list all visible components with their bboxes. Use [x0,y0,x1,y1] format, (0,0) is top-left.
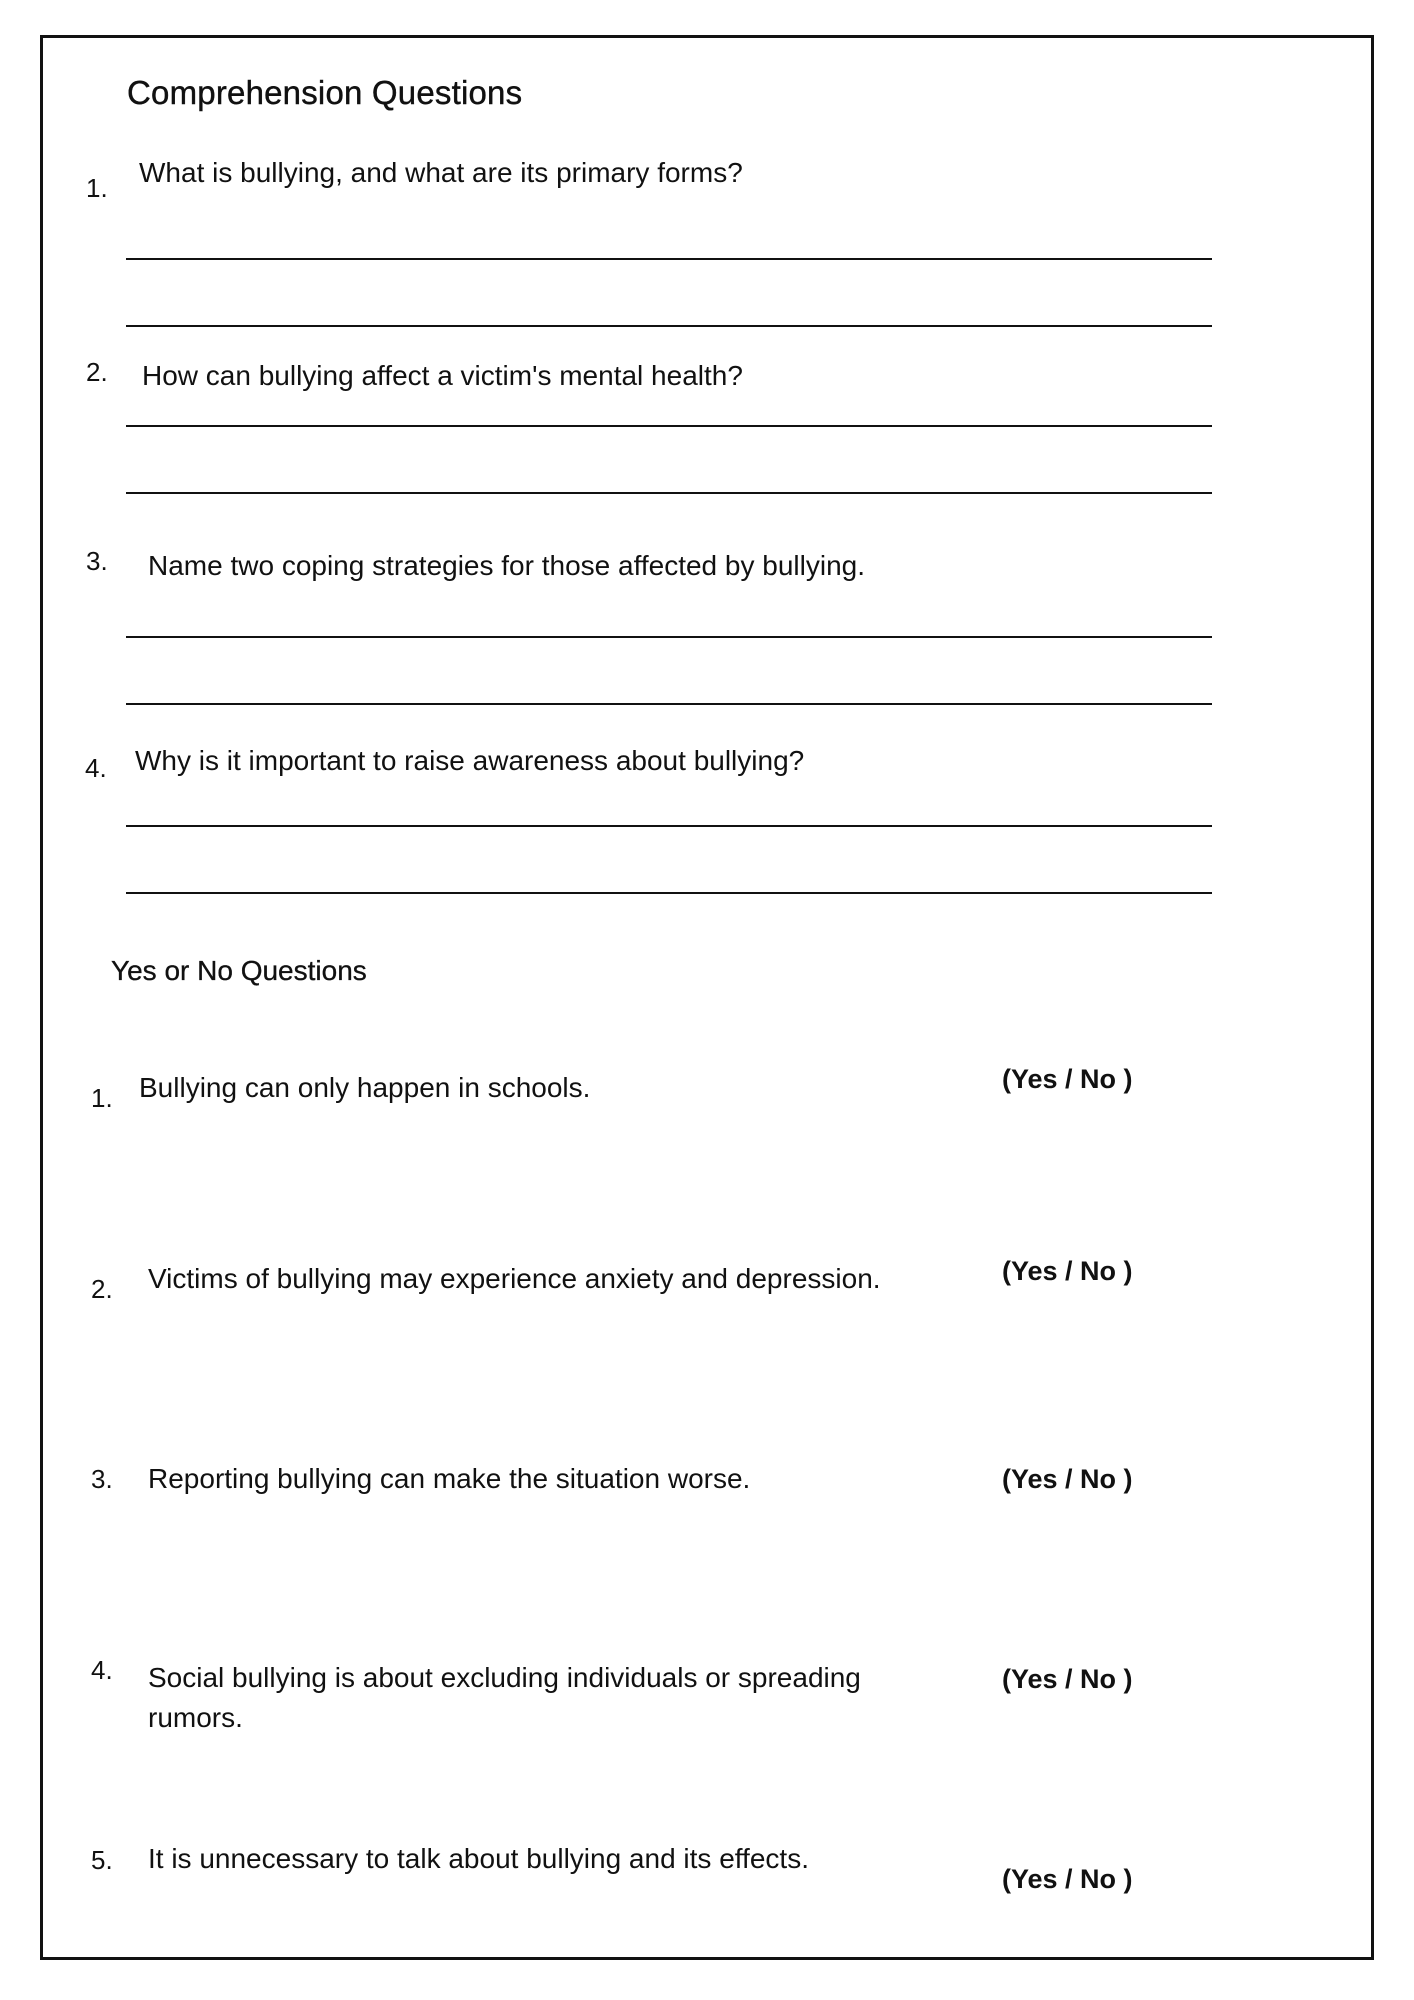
yes-no-choice[interactable]: (Yes / No ) [1002,1664,1133,1694]
question-number: 1. [86,173,108,203]
question-number: 5. [91,1845,113,1875]
question-number: 3. [91,1464,113,1494]
answer-line[interactable] [126,636,1212,638]
question-number: 3. [86,546,108,576]
answer-line[interactable] [126,892,1212,894]
question-number: 2. [91,1274,113,1304]
question-text: Name two coping strategies for those affected by bullying. [148,550,865,581]
question-number: 1. [91,1083,113,1113]
yes-no-choice[interactable]: (Yes / No ) [1002,1864,1133,1894]
yes-no-choice[interactable]: (Yes / No ) [1002,1464,1133,1494]
answer-line[interactable] [126,703,1212,705]
answer-line[interactable] [126,425,1212,427]
question-text-continued: rumors. [148,1702,243,1733]
question-text: Bullying can only happen in schools. [139,1072,591,1103]
question-text: Reporting bullying can make the situation worse. [148,1463,751,1494]
answer-line[interactable] [126,258,1212,260]
answer-line[interactable] [126,325,1212,327]
question-text: Social bullying is about excluding individuals or spreading [148,1662,861,1693]
answer-line[interactable] [126,825,1212,827]
question-text: What is bullying, and what are its primary forms? [139,157,743,188]
yes-no-heading: Yes or No Questions [111,955,367,986]
yes-no-choice[interactable]: (Yes / No ) [1002,1256,1133,1286]
question-number: 4. [91,1655,113,1685]
comprehension-heading: Comprehension Questions [127,74,523,111]
answer-line[interactable] [126,492,1212,494]
yes-no-choice[interactable]: (Yes / No ) [1002,1064,1133,1094]
question-text: Why is it important to raise awareness about bullying? [135,745,805,776]
question-text: How can bullying affect a victim's mental health? [142,360,743,391]
question-text: It is unnecessary to talk about bullying and its effects. [148,1843,809,1874]
question-number: 2. [86,357,108,387]
question-text: Victims of bullying may experience anxiety and depression. [148,1263,881,1294]
question-number: 4. [85,753,107,783]
